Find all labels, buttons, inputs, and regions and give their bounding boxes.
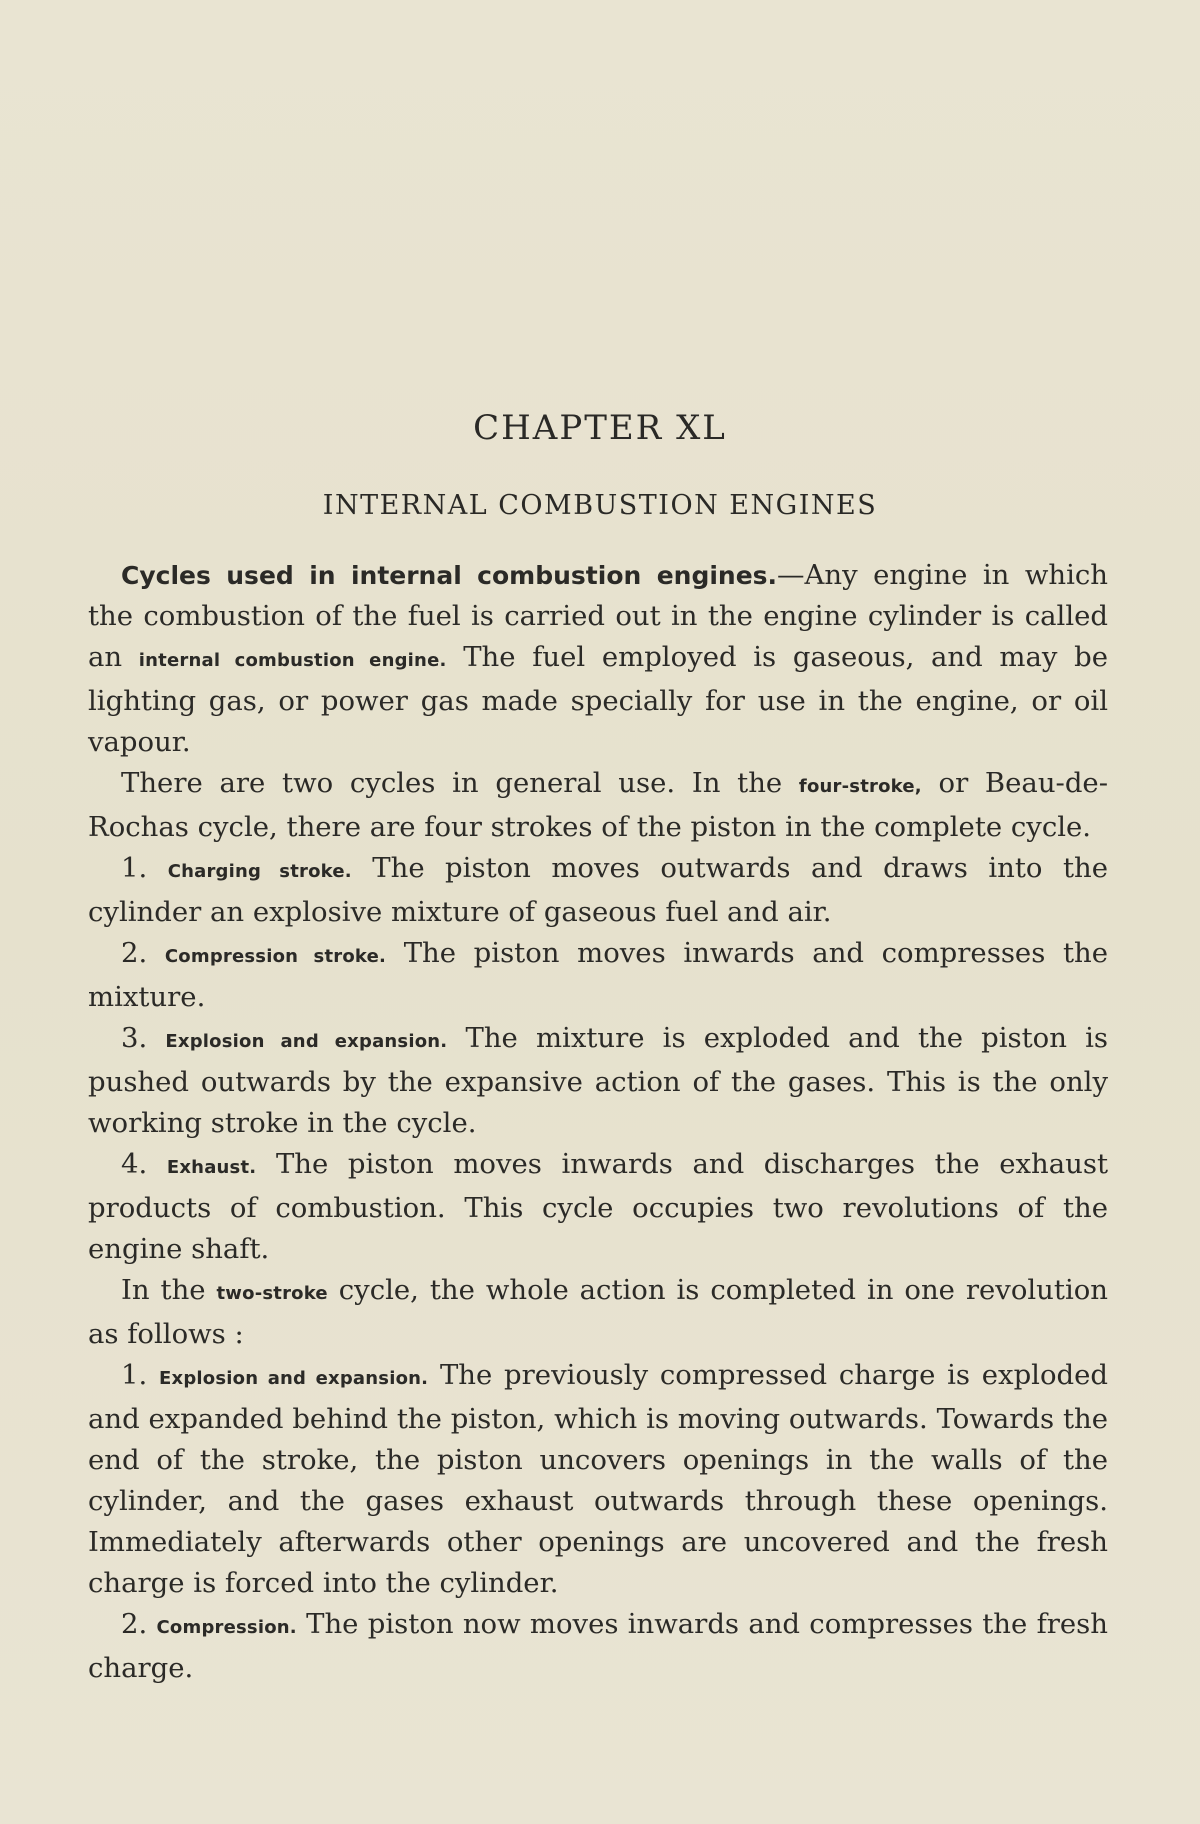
defined-term: Charging stroke. [167, 861, 352, 882]
list-item-two-stroke-compression: 2. Compression. The piston now moves inwards and compresses the fresh charge. [88, 1608, 1108, 1684]
defined-term: Compression stroke. [164, 946, 387, 967]
list-item-exhaust: 4. Exhaust. The piston moves inwards and discharges the exhaust products of combustion. This cycle occupies two revolutions of the engine shaft. [88, 1148, 1108, 1265]
list-item-two-stroke-explosion: 1. Explosion and expansion. The previously compressed charge is exploded and expanded behind the piston, which is moving outwards. Towards the end of the stroke, the piston uncovers openings in the walls of the cylinder, and the gases exhaust outwards through these openings. Immediately afterwards other openings are uncovered and the fresh charge is forced into the cylinder. [88, 1359, 1109, 1599]
defined-term: two-stroke [216, 1283, 328, 1304]
list-item-charging-stroke: 1. Charging stroke. The piston moves outwards and draws into the cylinder an explosive mixture of gaseous fuel and air. [88, 852, 1108, 928]
defined-term: internal combustion engine. [138, 650, 447, 671]
show-through-text [90, 108, 1110, 136]
defined-term: Explosion and expansion. [165, 1031, 448, 1052]
paragraph-intro: Cycles used in internal combustion engines.—Any engine in which the combustion of the fuel is carried out in the engine cylinder is called an internal combustion engine. The fuel employed is gaseous, and may be lighting gas, or power gas made specially for use in the engine, or oil vapour. [88, 559, 1108, 758]
paragraph-heading: Cycles used in internal combustion engines. [121, 561, 778, 590]
defined-term: Explosion and expansion. [159, 1368, 429, 1389]
chapter-title: CHAPTER XL [473, 408, 727, 448]
body-text [88, 555, 1108, 1689]
paragraph-cycles: There are two cycles in general use. In the four-stroke, or Beau-de-Rochas cycle, there are four strokes of the piston in the complete cycle. [88, 767, 1108, 843]
section-title: INTERNAL COMBUSTION ENGINES [322, 490, 878, 521]
paragraph-two-stroke: In the two-stroke cycle, the whole action is completed in one revolution as follows : [88, 1274, 1109, 1350]
list-item-compression-stroke: 2. Compression stroke. The piston moves inwards and compresses the mixture. [88, 937, 1109, 1013]
list-item-explosion: 3. Explosion and expansion. The mixture is exploded and the piston is pushed outwards by the expansive action of the gases. This is the only working stroke in the cycle. [88, 1022, 1109, 1139]
defined-term: four-stroke, [798, 776, 922, 797]
defined-term: Exhaust. [166, 1157, 257, 1178]
defined-term: Compression. [156, 1617, 297, 1638]
